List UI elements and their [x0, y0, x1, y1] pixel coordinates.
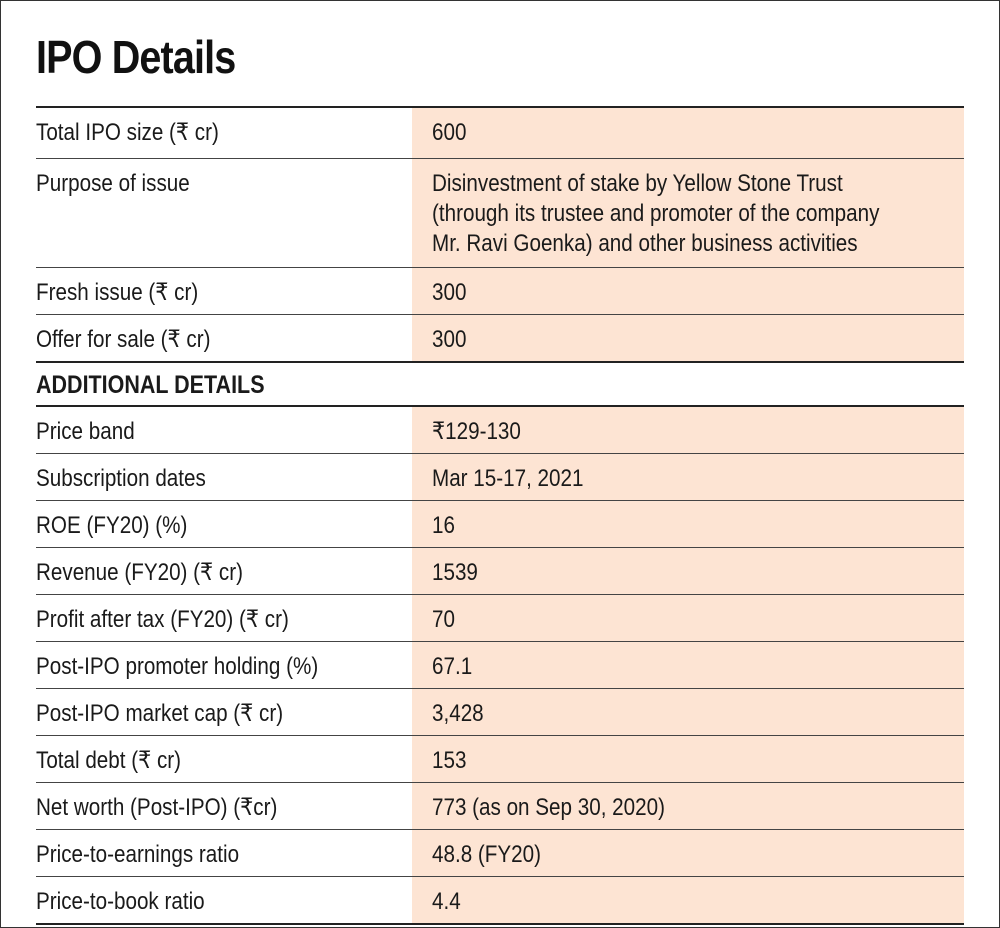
table-row — [36, 877, 964, 925]
row-label: Total debt (₹ cr) — [36, 747, 182, 774]
row-label: Revenue (FY20) (₹ cr) — [36, 559, 243, 586]
table-row — [36, 595, 964, 642]
table-row — [36, 159, 964, 268]
page-title: IPO Details — [36, 31, 236, 83]
row-label: Post-IPO promoter holding (%) — [36, 653, 319, 680]
table-row — [36, 783, 964, 830]
row-value: 67.1 — [412, 642, 964, 688]
row-value: 70 — [412, 595, 964, 641]
row-label: Net worth (Post-IPO) (₹cr) — [36, 794, 278, 821]
row-value: 300 — [412, 268, 964, 314]
row-value: ₹129-130 — [412, 407, 964, 453]
row-value: 600 — [412, 108, 964, 158]
row-label: Post-IPO market cap (₹ cr) — [36, 700, 284, 727]
row-value: 48.8 (FY20) — [412, 830, 964, 876]
table-row — [36, 642, 964, 689]
row-value: Disinvestment of stake by Yellow Stone Trust (through its trustee and promoter of the company Mr. Ravi Goenka) and other business activities — [412, 159, 964, 267]
table-row — [36, 454, 964, 501]
table-row — [36, 830, 964, 877]
row-label: Profit after tax (FY20) (₹ cr) — [36, 606, 289, 633]
row-value: 4.4 — [412, 877, 964, 923]
ipo-details-table — [36, 106, 964, 925]
row-value: 773 (as on Sep 30, 2020) — [412, 783, 964, 829]
row-label: Total IPO size (₹ cr) — [36, 119, 219, 146]
table-row — [36, 736, 964, 783]
table-row — [36, 548, 964, 595]
table-row — [36, 108, 964, 159]
row-label: Subscription dates — [36, 465, 206, 492]
row-value: 16 — [412, 501, 964, 547]
row-value: 1539 — [412, 548, 964, 594]
row-value: Mar 15-17, 2021 — [412, 454, 964, 500]
table-row — [36, 501, 964, 548]
row-label: Fresh issue (₹ cr) — [36, 279, 199, 306]
row-label: Price band — [36, 418, 135, 445]
row-label: ROE (FY20) (%) — [36, 512, 188, 539]
row-label: Price-to-book ratio — [36, 888, 205, 915]
row-value: 3,428 — [412, 689, 964, 735]
row-label: Offer for sale (₹ cr) — [36, 326, 211, 353]
table-row — [36, 315, 964, 363]
section-heading: ADDITIONAL DETAILS — [36, 363, 964, 407]
row-label: Purpose of issue — [36, 170, 190, 197]
row-value: 153 — [412, 736, 964, 782]
table-row — [36, 689, 964, 736]
table-row — [36, 407, 964, 454]
row-value: 300 — [412, 315, 964, 361]
row-label: Price-to-earnings ratio — [36, 841, 240, 868]
table-row — [36, 268, 964, 315]
